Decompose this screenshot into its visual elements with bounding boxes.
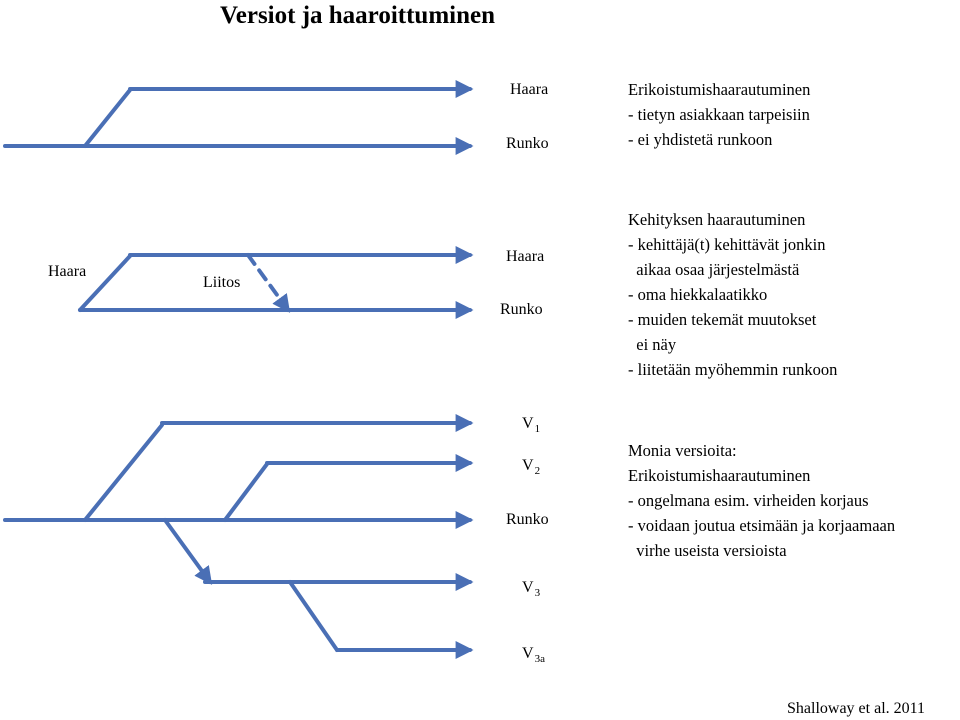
section2-description-line: Kehityksen haarautuminen [628,210,806,229]
section1-description-line: Erikoistumishaarautuminen [628,80,811,99]
section2-description-line: aikaa osaa järjestelmästä [628,260,800,279]
v1-base: V [522,415,534,432]
s3-v3-diagonal [165,520,210,582]
s3-v1-diagonal [85,425,162,520]
s3-v2-label [522,458,540,477]
v3a-base: V [522,645,534,662]
v3a-sub: 3a [534,653,545,665]
v1-sub: 1 [534,423,541,435]
section1-description-line: - tietyn asiakkaan tarpeisiin [628,105,810,124]
s2-description [628,207,837,382]
section3-description-line: - voidaan joutua etsimään ja korjaamaan [628,516,896,535]
credit: Shalloway et al. 2011 [787,700,926,717]
section1-description-line: - ei yhdistetä runkoon [628,130,773,149]
section3-description-line: - ongelmana esim. virheiden korjaus [628,491,869,510]
s2-branch-diagonal [80,256,130,310]
section3-description-line: virhe useista versioista [628,541,787,560]
s3-v2-diagonal [225,464,267,520]
v2-sub: 2 [534,465,541,477]
s3-description [628,438,895,563]
s2-branch-label: Haara [506,248,545,265]
v3-sub: 3 [534,587,541,599]
s3-v3a-diagonal [290,582,337,650]
s2-trunk-label: Runko [500,301,543,318]
s3-v3-label [522,580,540,599]
section3-description-line: Erikoistumishaarautuminen [628,466,811,485]
s3-v3a-label [522,646,545,665]
s2-merge-dashed-arrow [248,255,288,310]
section2-description-line: ei näy [628,335,677,354]
v3-base: V [522,579,534,596]
s1-branch-diagonal [85,90,130,146]
v2-base: V [522,457,534,474]
s3-v1-label [522,416,540,435]
s2-merge-label: Liitos [203,274,241,291]
s1-description [628,77,810,152]
page-title: Versiot ja haaroittuminen [220,2,495,29]
s2-left-branch-label: Haara [48,263,87,280]
section2-description-line: - muiden tekemät muutokset [628,310,817,329]
section3-description-line: Monia versioita: [628,441,737,460]
section2-description-line: - oma hiekkalaatikko [628,285,768,304]
s1-trunk-label: Runko [506,135,549,152]
s3-trunk-label: Runko [506,511,549,528]
section2-description-line: - kehittäjä(t) kehittävät jonkin [628,235,826,254]
s1-branch-label: Haara [510,81,549,98]
section2-description-line: - liitetään myöhemmin runkoon [628,360,838,379]
